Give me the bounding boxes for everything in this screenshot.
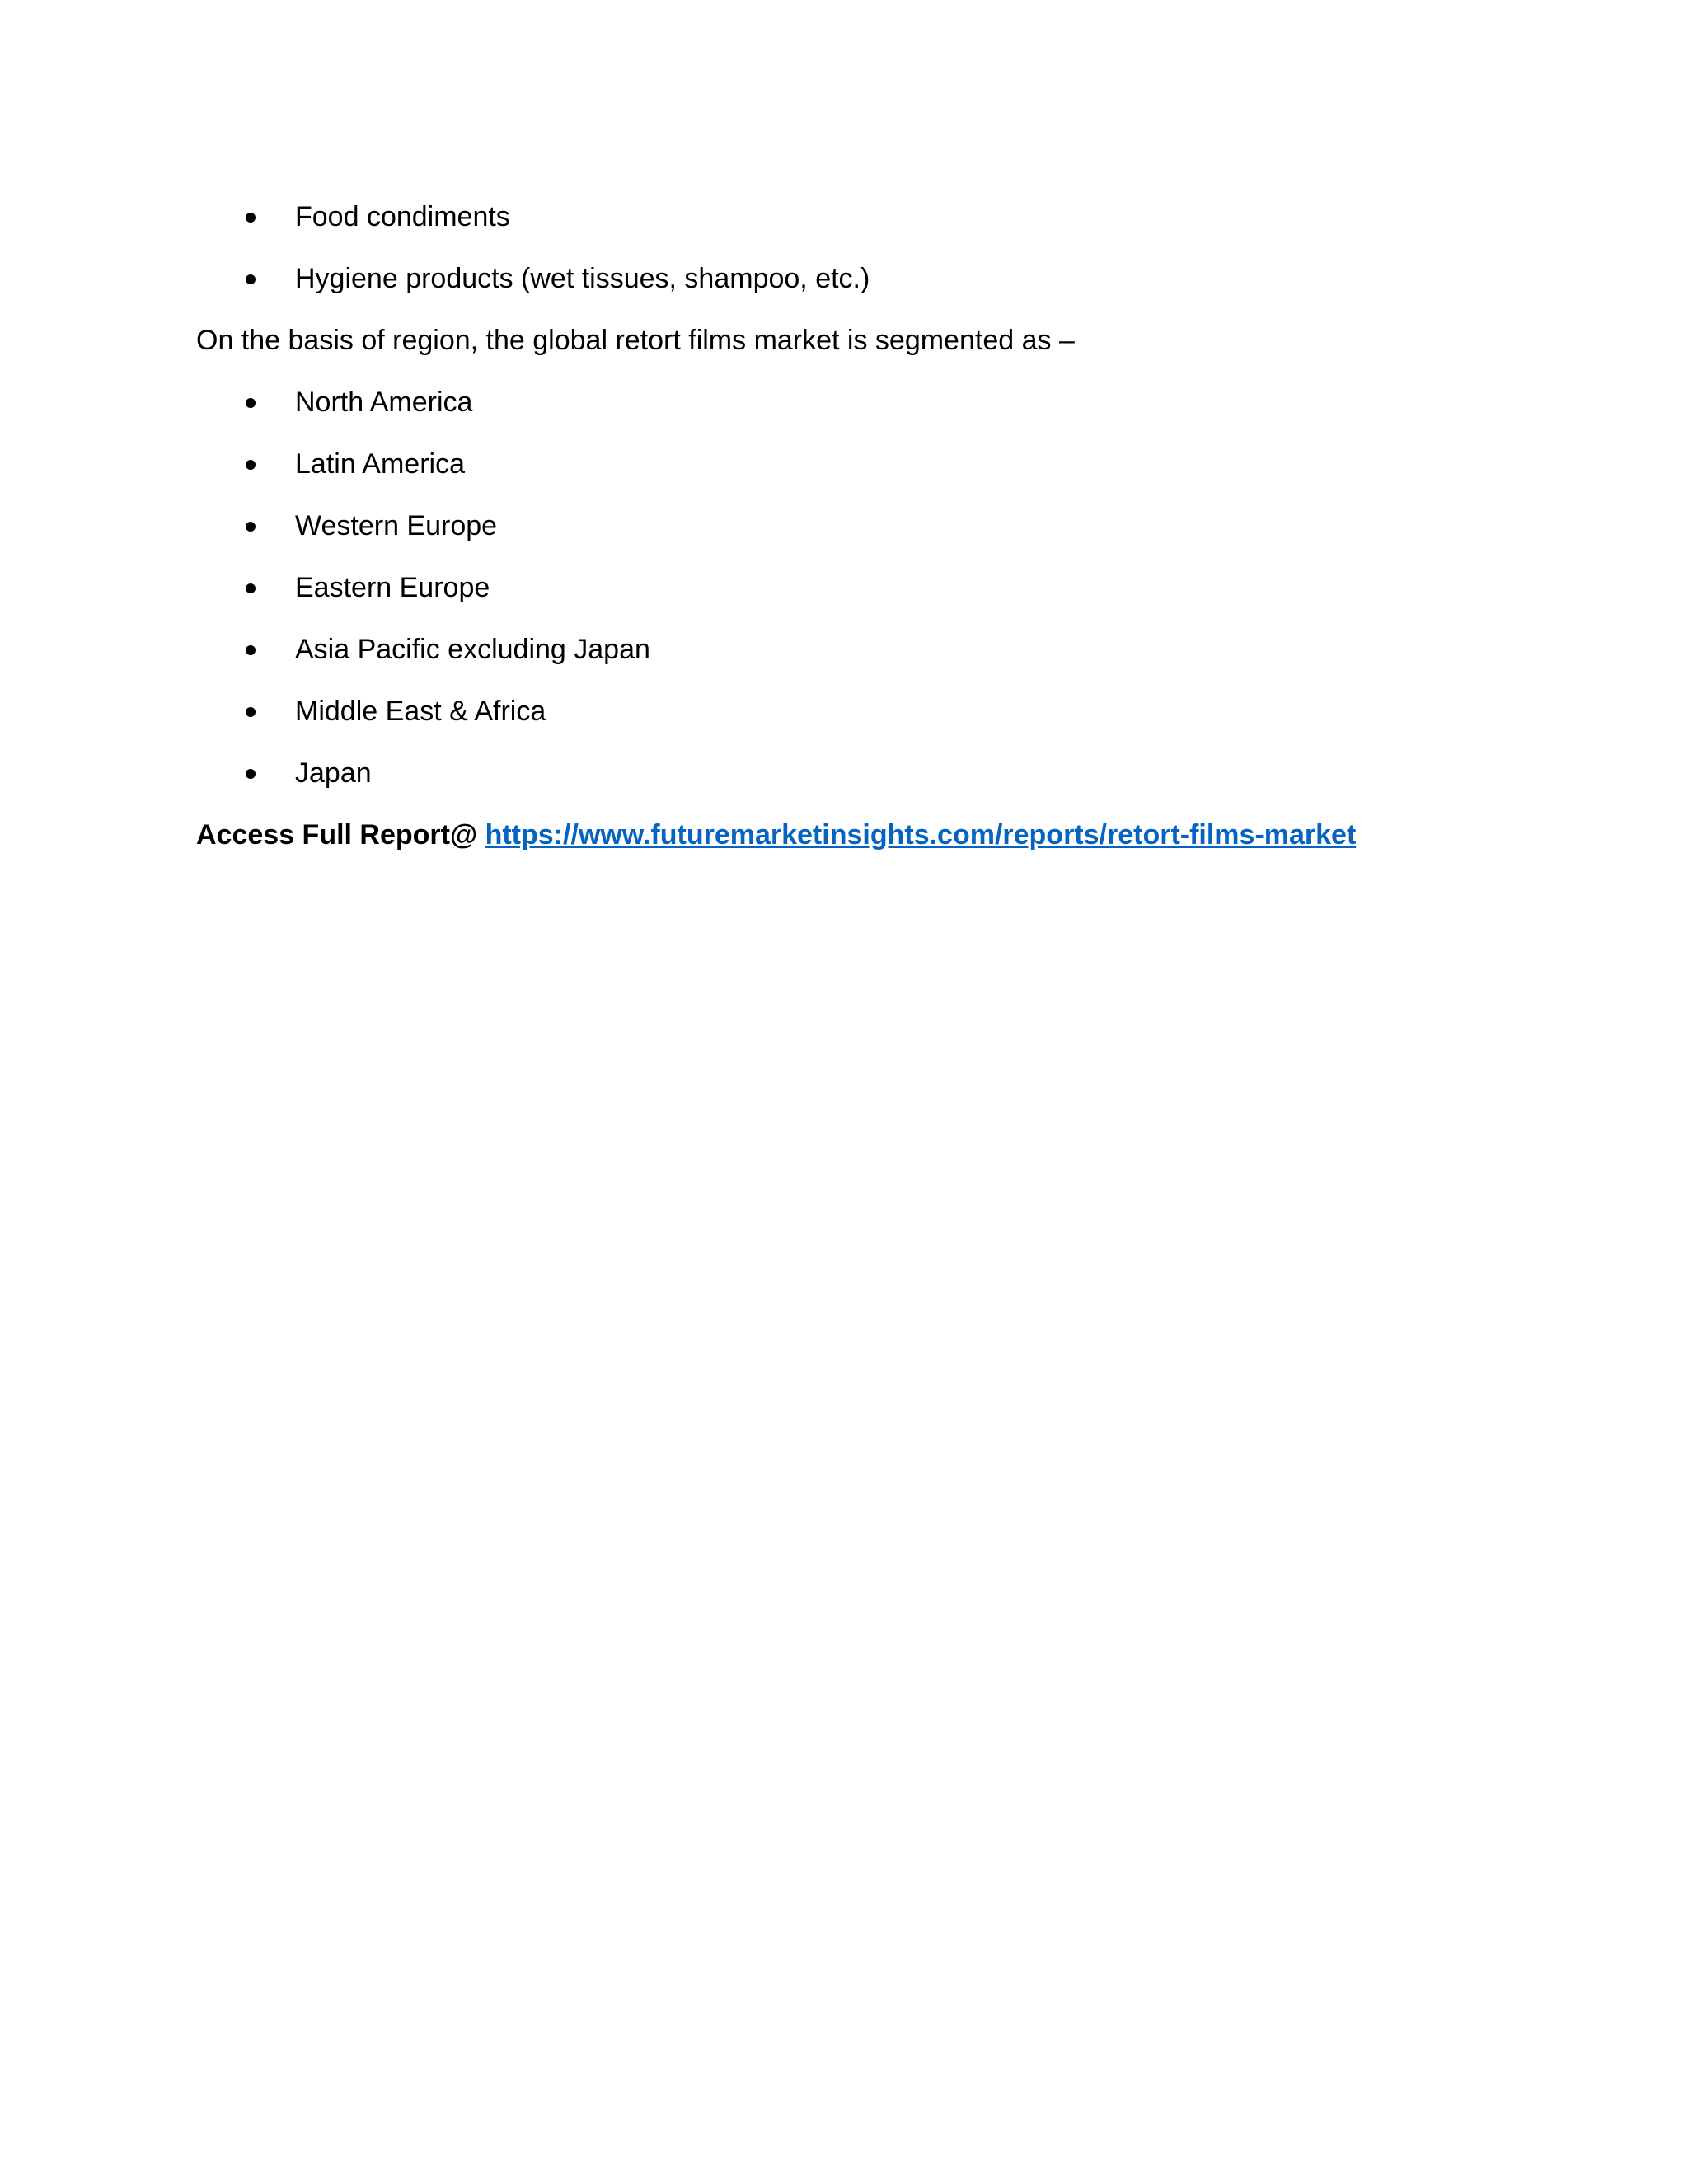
bullet-icon <box>246 707 256 717</box>
list-item-text: Japan <box>295 757 372 789</box>
list-item <box>196 752 1498 794</box>
bullet-icon <box>246 460 256 470</box>
bullet-icon <box>246 213 256 223</box>
document-content <box>196 196 1498 855</box>
bullet-icon <box>246 645 256 655</box>
list-item <box>196 196 1498 237</box>
list-item <box>196 258 1498 299</box>
access-full-report <box>196 814 1498 855</box>
list-item <box>196 567 1498 608</box>
application-list <box>196 196 1498 299</box>
list-item-text: Hygiene products (wet tissues, shampoo, etc.) <box>295 263 870 294</box>
access-label: Access Full Report@ <box>196 819 478 851</box>
bullet-icon <box>246 398 256 408</box>
list-item <box>196 505 1498 546</box>
bullet-icon <box>246 769 256 779</box>
list-item <box>196 629 1498 670</box>
list-item-text: Middle East & Africa <box>295 696 546 727</box>
report-link[interactable]: https://www.futuremarketinsights.com/reports/retort-films-market <box>485 819 1357 851</box>
region-paragraph: On the basis of region, the global retort films market is segmented as – <box>196 325 1075 356</box>
region-list <box>196 382 1498 794</box>
bullet-icon <box>246 274 256 284</box>
list-item <box>196 443 1498 485</box>
list-item-text: Asia Pacific excluding Japan <box>295 634 650 665</box>
list-item <box>196 691 1498 732</box>
bullet-icon <box>246 583 256 593</box>
list-item-text: Food condiments <box>295 201 510 232</box>
list-item-text: Eastern Europe <box>295 572 490 603</box>
bullet-icon <box>246 522 256 532</box>
list-item-text: Western Europe <box>295 510 498 541</box>
list-item-text: Latin America <box>295 448 465 480</box>
list-item <box>196 382 1498 423</box>
list-item-text: North America <box>295 387 473 418</box>
